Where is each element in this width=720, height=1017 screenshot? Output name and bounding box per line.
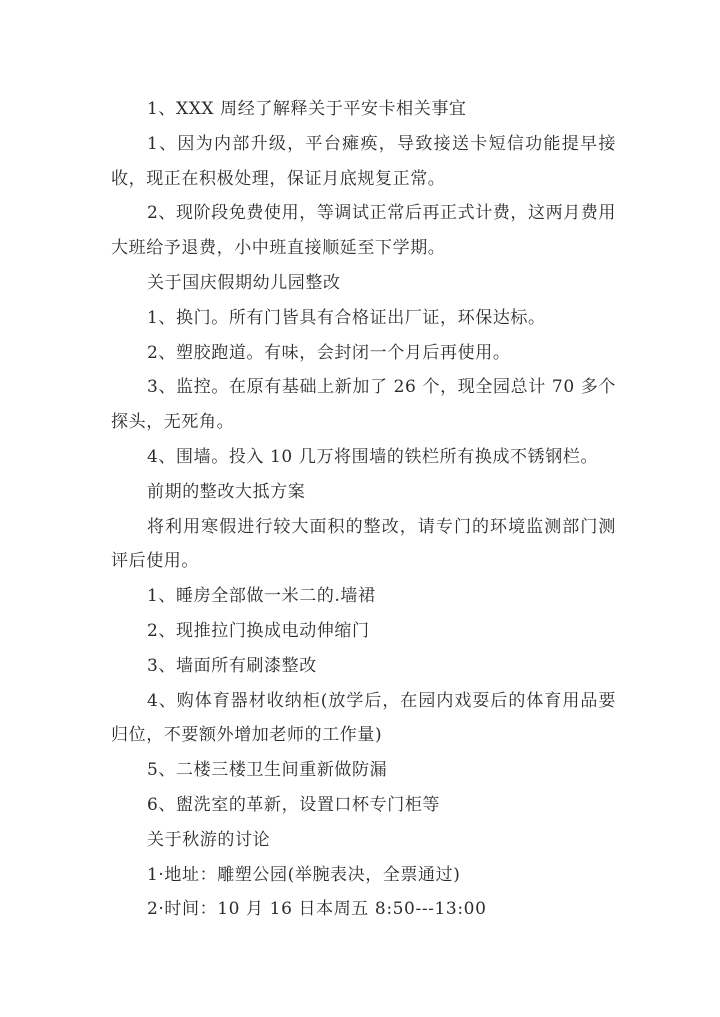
section-heading-national-day: 关于国庆假期幼儿园整改 xyxy=(147,272,341,293)
paragraph-5: 1、换门。所有门皆具有合格证出厂证，环保达标。 xyxy=(147,307,546,328)
paragraph-18: 1·地址：雕塑公园(举腕表决，全票通过) xyxy=(147,864,461,885)
paragraph-3: 2、现阶段免费使用，等调试正常后再正式计费，这两月费用大班给予退费，小中班直接顺延至下学期。 xyxy=(111,203,617,259)
paragraph-14: 4、购体育器材收纳柜(放学后，在园内戏耍后的体育用品要归位，不要额外增加老师的工作量) xyxy=(111,690,616,746)
document-body xyxy=(111,92,616,927)
paragraph-8: 4、围墙。投入 10 几万将围墙的铁栏所有换成不锈钢栏。 xyxy=(147,446,599,467)
paragraph-12: 2、现推拉门换成电动伸缩门 xyxy=(147,620,370,641)
section-heading-plan: 前期的整改大抵方案 xyxy=(147,481,306,502)
section-heading-autumn-trip: 关于秋游的讨论 xyxy=(147,829,271,850)
paragraph-1: 1、XXX 周经了解释关于平安卡相关事宜 xyxy=(147,99,467,119)
paragraph-11: 1、睡房全部做一米二的.墙裙 xyxy=(147,586,376,607)
paragraph-15: 5、二楼三楼卫生间重新做防漏 xyxy=(147,760,388,781)
paragraph-2: 1、因为内部升级，平台瘫痪，导致接送卡短信功能提早接收，现正在积极处理，保证月底规复正常。 xyxy=(111,133,616,189)
paragraph-10: 将利用寒假进行较大面积的整改，请专门的环境监测部门测评后使用。 xyxy=(111,516,616,572)
paragraph-19: 2·时间：10 月 16 日本周五 8:50---13:00 xyxy=(147,899,487,920)
paragraph-16: 6、盥洗室的革新，设置口杯专门柜等 xyxy=(147,794,441,815)
paragraph-13: 3、墙面所有刷漆整改 xyxy=(147,655,317,676)
paragraph-6: 2、塑胶跑道。有味，会封闭一个月后再使用。 xyxy=(147,342,511,363)
paragraph-7: 3、监控。在原有基础上新加了 26 个，现全园总计 70 多个探头，无死角。 xyxy=(111,377,616,433)
